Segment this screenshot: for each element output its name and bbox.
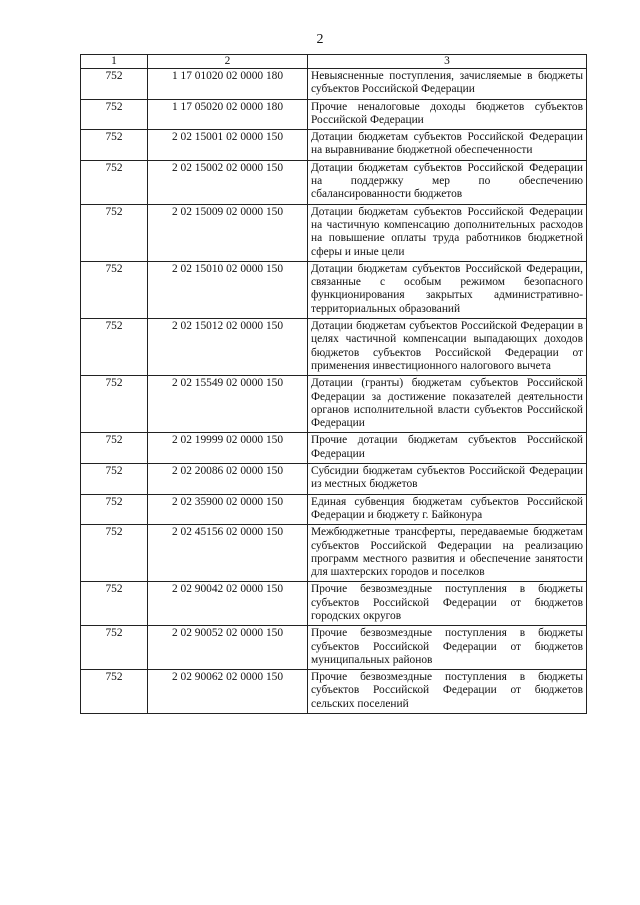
description-cell: Единая субвенция бюджетам субъектов Российской Федерации и бюджету г. Байконура [308, 494, 587, 525]
description-cell: Дотации бюджетам субъектов Российской Федерации в целях частичной компенсации выпадающих доходов бюджетов субъектов Российской Федерации от применения инвестиционного налогового вычета [308, 319, 587, 376]
table-row [81, 319, 587, 376]
budget-code-cell: 2 02 15549 02 0000 150 [148, 376, 308, 433]
budget-code-cell: 2 02 15010 02 0000 150 [148, 261, 308, 318]
admin-code-cell: 752 [81, 433, 148, 464]
description-cell: Прочие дотации бюджетам субъектов Российской Федерации [308, 433, 587, 464]
admin-code-cell: 752 [81, 464, 148, 495]
table-row [81, 525, 587, 582]
budget-code-cell: 2 02 19999 02 0000 150 [148, 433, 308, 464]
column-header-2: 2 [148, 55, 308, 69]
table-row [81, 582, 587, 626]
admin-code-cell: 752 [81, 160, 148, 204]
description-cell: Дотации бюджетам субъектов Российской Федерации на поддержку мер по обеспечению сбалансированности бюджетов [308, 160, 587, 204]
admin-code-cell: 752 [81, 525, 148, 582]
table-row [81, 261, 587, 318]
table-row [81, 433, 587, 464]
description-cell: Субсидии бюджетам субъектов Российской Федерации из местных бюджетов [308, 464, 587, 495]
admin-code-cell: 752 [81, 494, 148, 525]
table-row [81, 494, 587, 525]
budget-codes-table [80, 54, 587, 714]
budget-code-cell: 2 02 20086 02 0000 150 [148, 464, 308, 495]
table-row [81, 69, 587, 100]
table-row [81, 204, 587, 261]
budget-code-cell: 2 02 15002 02 0000 150 [148, 160, 308, 204]
description-cell: Невыясненные поступления, зачисляемые в бюджеты субъектов Российской Федерации [308, 69, 587, 100]
budget-code-cell: 2 02 90052 02 0000 150 [148, 626, 308, 670]
budget-code-cell: 2 02 15001 02 0000 150 [148, 130, 308, 161]
table-header-row [81, 55, 587, 69]
budget-code-cell: 1 17 01020 02 0000 180 [148, 69, 308, 100]
admin-code-cell: 752 [81, 582, 148, 626]
description-cell: Прочие безвозмездные поступления в бюджеты субъектов Российской Федерации от бюджетов городских округов [308, 582, 587, 626]
table-row [81, 99, 587, 130]
budget-code-cell: 2 02 15009 02 0000 150 [148, 204, 308, 261]
admin-code-cell: 752 [81, 626, 148, 670]
table-row [81, 160, 587, 204]
description-cell: Дотации (гранты) бюджетам субъектов Российской Федерации за достижение показателей деятельности органов исполнительной власти субъектов Российской Федерации [308, 376, 587, 433]
page-number: 2 [316, 32, 324, 47]
description-cell: Межбюджетные трансферты, передаваемые бюджетам субъектов Российской Федерации на реализацию программ местного развития и обеспечение занятости для шахтерских городов и поселков [308, 525, 587, 582]
admin-code-cell: 752 [81, 261, 148, 318]
description-cell: Дотации бюджетам субъектов Российской Федерации, связанные с особым режимом безопасного функционирования закрытых административно-территориальных образований [308, 261, 587, 318]
table-row [81, 670, 587, 714]
description-cell: Прочие безвозмездные поступления в бюджеты субъектов Российской Федерации от бюджетов муниципальных районов [308, 626, 587, 670]
budget-code-cell: 2 02 45156 02 0000 150 [148, 525, 308, 582]
description-cell: Дотации бюджетам субъектов Российской Федерации на выравнивание бюджетной обеспеченности [308, 130, 587, 161]
budget-code-cell: 2 02 35900 02 0000 150 [148, 494, 308, 525]
budget-code-cell: 1 17 05020 02 0000 180 [148, 99, 308, 130]
table-row [81, 626, 587, 670]
admin-code-cell: 752 [81, 130, 148, 161]
admin-code-cell: 752 [81, 376, 148, 433]
column-header-1: 1 [81, 55, 148, 69]
table-row [81, 464, 587, 495]
admin-code-cell: 752 [81, 204, 148, 261]
description-cell: Дотации бюджетам субъектов Российской Федерации на частичную компенсацию дополнительных расходов на повышение оплаты труда работников бюджетной сферы и иные цели [308, 204, 587, 261]
budget-code-cell: 2 02 90042 02 0000 150 [148, 582, 308, 626]
admin-code-cell: 752 [81, 99, 148, 130]
description-cell: Прочие неналоговые доходы бюджетов субъектов Российской Федерации [308, 99, 587, 130]
budget-code-cell: 2 02 90062 02 0000 150 [148, 670, 308, 714]
column-header-3: 3 [308, 55, 587, 69]
budget-code-cell: 2 02 15012 02 0000 150 [148, 319, 308, 376]
admin-code-cell: 752 [81, 319, 148, 376]
table-row [81, 130, 587, 161]
table-row [81, 376, 587, 433]
admin-code-cell: 752 [81, 69, 148, 100]
description-cell: Прочие безвозмездные поступления в бюджеты субъектов Российской Федерации от бюджетов сельских поселений [308, 670, 587, 714]
admin-code-cell: 752 [81, 670, 148, 714]
